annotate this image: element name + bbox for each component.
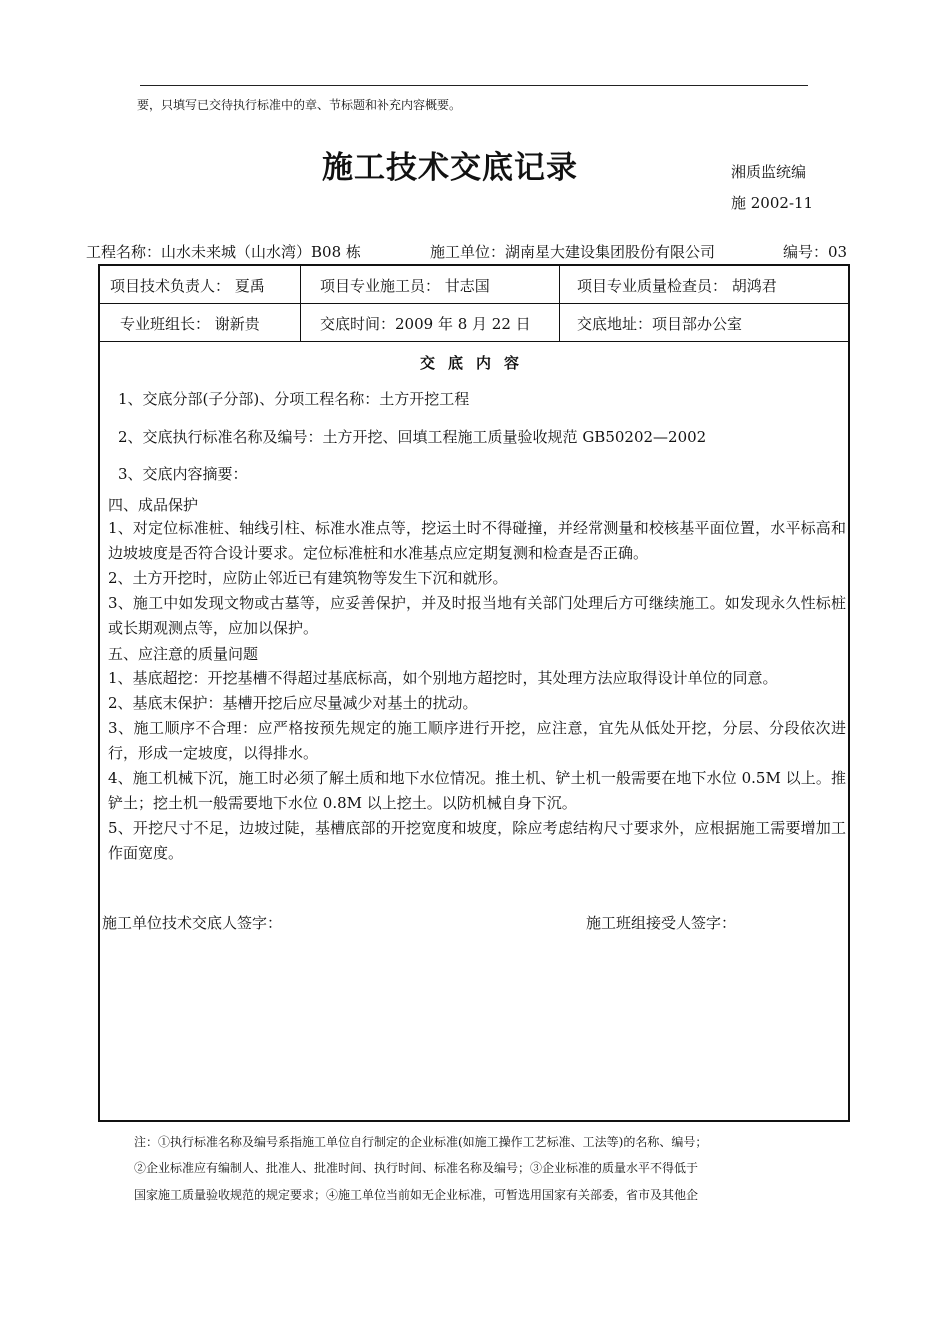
section-5-para-4: 4、施工机械下沉，施工时必须了解土质和地下水位情况。推土机、铲土机一般需要在地下水位 0.5M 以上。推铲土；挖土机一般需要地下水位 0.8M 以上挖土。以防机械自身下沉。 (108, 769, 846, 812)
footnote-line-3: 国家施工质量验收规范的规定要求；④施工单位当前如无企业标准，可暂选用国家有关部委，省市及其他企 (134, 1188, 699, 1202)
team-leader-cell: 专业班组长： 谢新贵 (120, 315, 260, 333)
top-note: 要，只填写已交待执行标准中的章、节标题和补充内容概要。 (137, 98, 462, 112)
project-name: 工程名称：山水未来城（山水湾）B08 栋 (86, 243, 361, 261)
section-5-heading: 五、应注意的质量问题 (108, 645, 259, 663)
section-5-para-1: 1、基底超挖：开挖基槽不得超过基底标高，如个别地方超挖时，其处理方法应取得设计单位的同意。 (108, 669, 778, 687)
section-4-para-3: 3、施工中如发现文物或古墓等，应妥善保护，并及时报当地有关部门处理后方可继续施工。如发现永久性标桩或长期观测点等，应加以保护。 (108, 594, 846, 637)
briefing-place-cell: 交底地址：项目部办公室 (577, 315, 743, 333)
quality-inspector-cell: 项目专业质量检查员： 胡鸿君 (577, 277, 777, 295)
signature-team-receiver: 施工班组接受人签字： (586, 914, 737, 932)
item-2: 2、交底执行标准名称及编号：土方开挖、回填工程施工质量验收规范 GB50202—2002 (118, 428, 707, 446)
construction-staff-cell: 项目专业施工员： 甘志国 (320, 277, 490, 295)
form-code: 施 2002-11 (731, 194, 814, 212)
tech-lead-cell: 项目技术负责人： 夏禹 (110, 277, 265, 295)
col-divider-1 (300, 266, 301, 341)
page-title: 施工技术交底记录 (322, 150, 578, 186)
row-divider-2 (100, 341, 848, 342)
section-5-para-5: 5、开挖尺寸不足，边坡过陡，基槽底部的开挖宽度和坡度，除应考虑结构尺寸要求外，应根据施工需要增加工作面宽度。 (108, 819, 846, 862)
section-4-para-1: 1、对定位标准桩、轴线引柱、标准水准点等，挖运土时不得碰撞，并经常测量和校核基平面位置，水平标高和边坡坡度是否符合设计要求。定位标准桩和水准基点应定期复测和检查是否正确。 (108, 519, 846, 562)
construction-unit: 施工单位：湖南星大建设集团股份有限公司 (430, 243, 716, 261)
footnote-line-2: ②企业标准应有编制人、批准人、批准时间、执行时间、标准名称及编号；③企业标准的质量水平不得低于 (134, 1161, 699, 1175)
section-4-para-2: 2、土方开挖时，应防止邻近已有建筑物等发生下沉和就形。 (108, 569, 508, 587)
item-1: 1、交底分部(子分部)、分项工程名称：土方开挖工程 (118, 390, 470, 408)
record-number: 编号：03 (783, 243, 848, 261)
section-4-heading: 四、成品保护 (108, 496, 199, 514)
col-divider-2 (559, 266, 560, 341)
section-5-para-2: 2、基底末保护：基槽开挖后应尽量减少对基土的扰动。 (108, 694, 478, 712)
row-divider-1 (100, 303, 848, 304)
briefing-time-cell: 交底时间：2009 年 8 月 22 日 (320, 315, 531, 333)
record-table (98, 264, 850, 1122)
section-5-para-3: 3、施工顺序不合理：应严格按预先规定的施工顺序进行开挖，应注意，宜先从低处开挖，分层、分段依次进行，形成一定坡度，以得排水。 (108, 719, 846, 762)
signature-technical-briefer: 施工单位技术交底人签字： (102, 914, 283, 932)
form-source-note: 湘质监统编 (731, 163, 807, 181)
content-heading: 交底内容 (419, 354, 532, 372)
footnote-line-1: 注：①执行标准名称及编号系指施工单位自行制定的企业标准(如施工操作工艺标准、工法等)的名称、编号； (134, 1135, 708, 1149)
top-rule (140, 85, 808, 86)
item-3: 3、交底内容摘要： (118, 465, 248, 483)
